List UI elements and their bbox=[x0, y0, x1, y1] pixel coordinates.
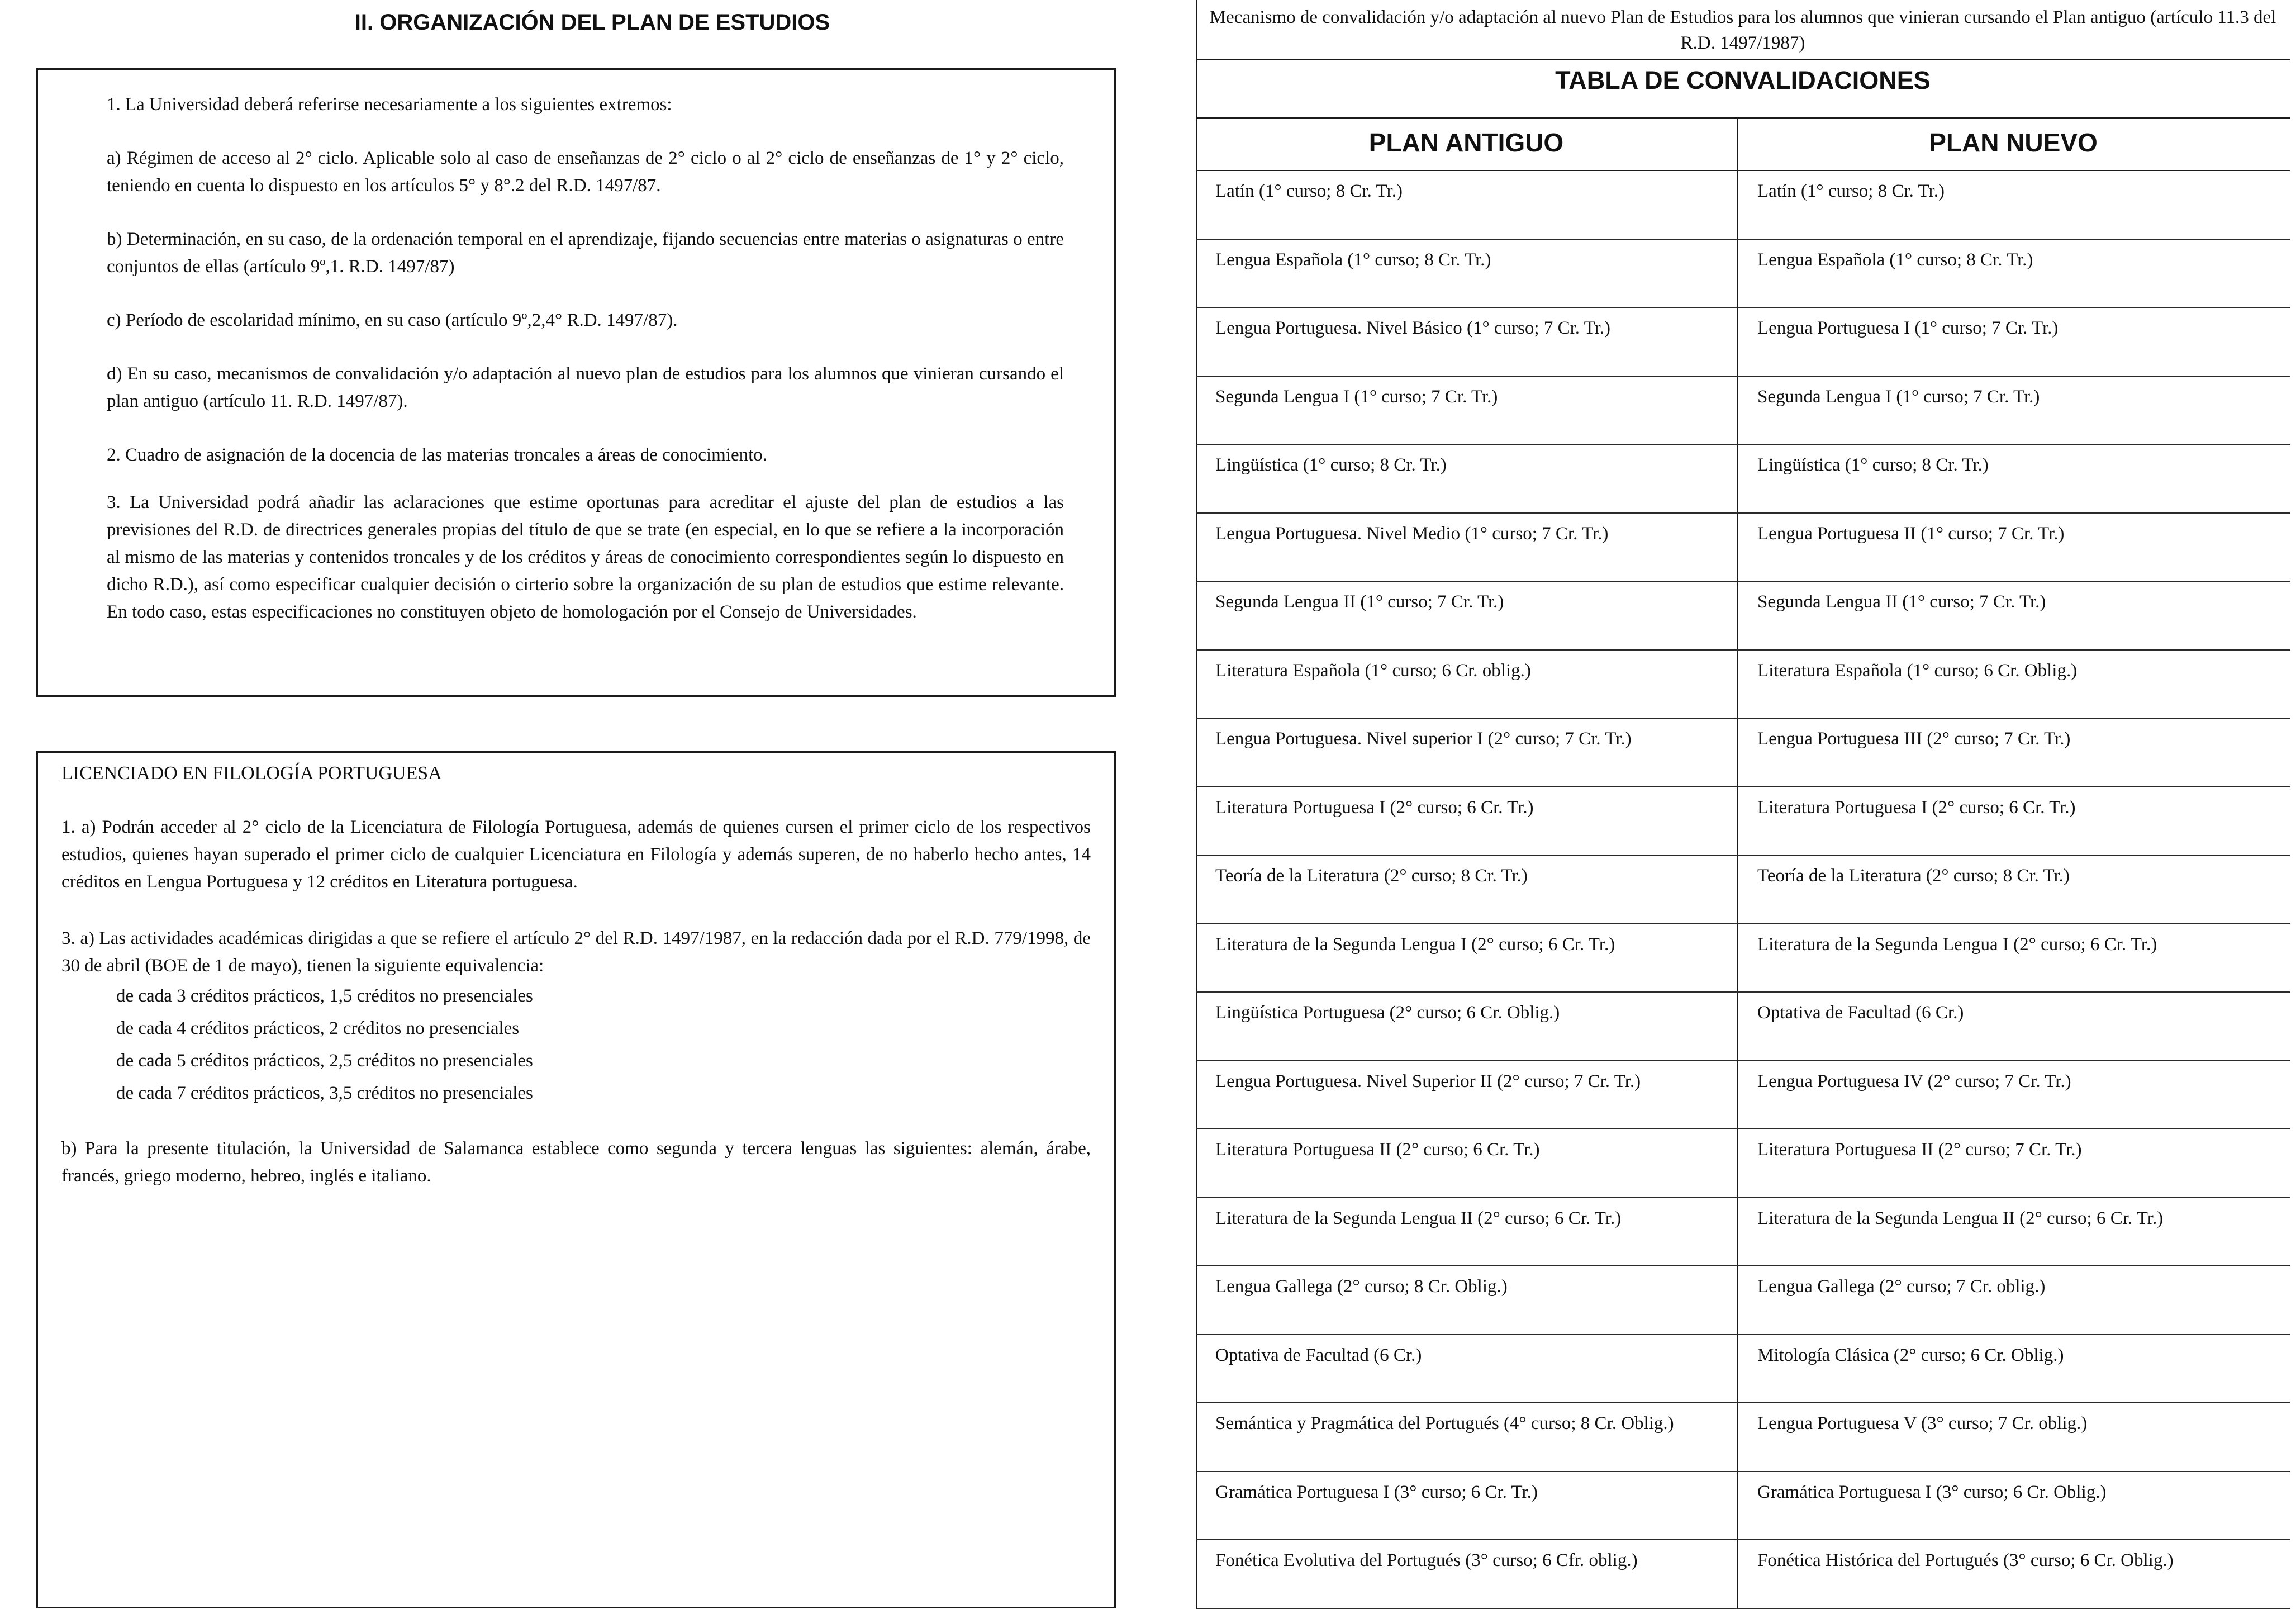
cell-old-plan: Literatura de la Segunda Lengua I (2° curso; 6 Cr. Tr.) bbox=[1215, 934, 1615, 955]
cell-new-plan: Segunda Lengua I (1° curso; 7 Cr. Tr.) bbox=[1757, 386, 2040, 407]
equivalence-item: de cada 5 créditos prácticos, 2,5 créditos no presenciales bbox=[116, 1051, 533, 1071]
paragraph: 3. La Universidad podrá añadir las aclaraciones que estime oportunas para acreditar el ajuste del plan de estudios a las previsiones del R.D. de directrices generales propias del título de que se trate (en especial, en lo que se refiere a la incorporación al mismo de las materias y contenidos troncales y de los créditos y áreas de conocimiento correspondientes según lo dispuesto en dicho R.D.), así como especificar cualquier decisión o cirterio sobre la organización de su plan de estudios que estime relevante. En todo caso, estas especificaciones no constituyen objeto de homologación por el Consejo de Universidades. bbox=[107, 492, 1064, 622]
column-header-new: PLAN NUEVO bbox=[1929, 128, 2098, 157]
cell-old-plan: Segunda Lengua I (1° curso; 7 Cr. Tr.) bbox=[1215, 386, 1498, 407]
equivalence-list bbox=[61, 980, 1091, 1109]
table-row bbox=[1196, 993, 2290, 1061]
table-row bbox=[1196, 582, 2290, 651]
table-row bbox=[1196, 308, 2290, 377]
cell-new-plan: Lengua Portuguesa IV (2° curso; 7 Cr. Tr.) bbox=[1757, 1071, 2071, 1091]
cell-new-plan: Literatura Portuguesa I (2° curso; 6 Cr. Tr.) bbox=[1757, 797, 2076, 818]
table-row bbox=[1196, 514, 2290, 582]
cell-new-plan: Lengua Gallega (2° curso; 7 Cr. oblig.) bbox=[1757, 1276, 2046, 1297]
cell-old-plan: Lengua Portuguesa. Nivel Medio (1° curso; 7 Cr. Tr.) bbox=[1215, 523, 1609, 544]
cell-old-plan: Segunda Lengua II (1° curso; 7 Cr. Tr.) bbox=[1215, 592, 1504, 612]
table-row bbox=[1196, 1266, 2290, 1335]
cell-new-plan: Gramática Portuguesa I (3° curso; 6 Cr. Oblig.) bbox=[1757, 1482, 2107, 1502]
cell-old-plan: Fonética Evolutiva del Portugués (3° curso; 6 Cfr. oblig.) bbox=[1215, 1550, 1638, 1570]
cell-old-plan: Lingüística Portuguesa (2° curso; 6 Cr. Oblig.) bbox=[1215, 1003, 1560, 1023]
table-row bbox=[1196, 1198, 2290, 1267]
cell-new-plan: Lengua Portuguesa I (1° curso; 7 Cr. Tr.) bbox=[1757, 318, 2059, 338]
cell-old-plan: Lengua Gallega (2° curso; 8 Cr. Oblig.) bbox=[1215, 1276, 1508, 1297]
cell-new-plan: Lengua Española (1° curso; 8 Cr. Tr.) bbox=[1757, 249, 2033, 270]
table-row bbox=[1196, 1472, 2290, 1541]
cell-old-plan: Lengua Portuguesa. Nivel Superior II (2° curso; 7 Cr. Tr.) bbox=[1215, 1071, 1641, 1091]
section-heading: II. ORGANIZACIÓN DEL PLAN DE ESTUDIOS bbox=[354, 10, 830, 35]
cell-old-plan: Lengua Portuguesa. Nivel Básico (1° curso; 7 Cr. Tr.) bbox=[1215, 318, 1611, 338]
cell-new-plan: Lengua Portuguesa V (3° curso; 7 Cr. oblig.) bbox=[1757, 1413, 2088, 1434]
cell-new-plan: Teoría de la Literatura (2° curso; 8 Cr. Tr.) bbox=[1757, 866, 2070, 886]
table-row bbox=[1196, 171, 2290, 240]
cell-new-plan: Lingüística (1° curso; 8 Cr. Tr.) bbox=[1757, 455, 1989, 475]
paragraph: 1. a) Podrán acceder al 2° ciclo de la Licenciatura de Filología Portuguesa, además de quienes cursen el primer ciclo de los respectivos estudios, quienes hayan superado el primer ciclo de cualquier Licenciatura en Filología y además superen, de no haberlo hecho antes, 14 créditos en Lengua Portuguesa y 12 créditos en Literatura portuguesa. bbox=[61, 817, 1091, 892]
cell-old-plan: Literatura Española (1° curso; 6 Cr. oblig.) bbox=[1215, 660, 1531, 681]
table-row bbox=[1196, 651, 2290, 719]
cell-old-plan: Lengua Española (1° curso; 8 Cr. Tr.) bbox=[1215, 249, 1491, 270]
table-row bbox=[1196, 1061, 2290, 1130]
table-row bbox=[1196, 1403, 2290, 1472]
cell-old-plan: Gramática Portuguesa I (3° curso; 6 Cr. Tr.) bbox=[1215, 1482, 1538, 1502]
cell-new-plan: Lengua Portuguesa III (2° curso; 7 Cr. Tr.) bbox=[1757, 729, 2071, 749]
cell-new-plan: Literatura de la Segunda Lengua II (2° curso; 6 Cr. Tr.) bbox=[1757, 1208, 2164, 1228]
cell-old-plan: Teoría de la Literatura (2° curso; 8 Cr. Tr.) bbox=[1215, 866, 1528, 886]
equivalence-item: de cada 4 créditos prácticos, 2 créditos no presenciales bbox=[116, 1018, 520, 1038]
cell-old-plan: Lengua Portuguesa. Nivel superior I (2° curso; 7 Cr. Tr.) bbox=[1215, 729, 1632, 749]
paragraph: d) En su caso, mecanismos de convalidación y/o adaptación al nuevo plan de estudios para los alumnos que vinieran cursando el plan antiguo (artículo 11. R.D. 1497/87). bbox=[107, 364, 1064, 411]
convalidation-table bbox=[1196, 0, 2290, 1609]
table-row bbox=[1196, 1129, 2290, 1198]
cell-old-plan: Latín (1° curso; 8 Cr. Tr.) bbox=[1215, 181, 1403, 201]
table-row bbox=[1196, 924, 2290, 993]
paragraph: 2. Cuadro de asignación de la docencia de las materias troncales a áreas de conocimiento. bbox=[107, 445, 768, 465]
cell-old-plan: Literatura Portuguesa II (2° curso; 6 Cr. Tr.) bbox=[1215, 1140, 1540, 1160]
paragraph: 1. La Universidad deberá referirse necesariamente a los siguientes extremos: bbox=[107, 94, 672, 115]
paragraph: b) Determinación, en su caso, de la ordenación temporal en el aprendizaje, fijando secuencias entre materias o asignaturas o entre conjuntos de ellas (artículo 9º,1. R.D. 1497/87) bbox=[107, 229, 1064, 277]
table-body bbox=[1196, 171, 2290, 1609]
paragraph: c) Período de escolaridad mínimo, en su caso (artículo 9º,2,4° R.D. 1497/87). bbox=[107, 310, 678, 330]
table-row bbox=[1196, 856, 2290, 924]
table-row bbox=[1196, 787, 2290, 856]
cell-new-plan: Segunda Lengua II (1° curso; 7 Cr. Tr.) bbox=[1757, 592, 2046, 612]
table-row bbox=[1196, 1540, 2290, 1609]
table-row bbox=[1196, 1335, 2290, 1404]
cell-old-plan: Semántica y Pragmática del Portugués (4° curso; 8 Cr. Oblig.) bbox=[1215, 1413, 1674, 1434]
cell-new-plan: Mitología Clásica (2° curso; 6 Cr. Oblig.) bbox=[1757, 1345, 2064, 1365]
cell-new-plan: Literatura Española (1° curso; 6 Cr. Oblig.) bbox=[1757, 660, 2078, 681]
cell-new-plan: Optativa de Facultad (6 Cr.) bbox=[1757, 1003, 1964, 1023]
table-rule bbox=[1196, 59, 2290, 60]
table-title: TABLA DE CONVALIDACIONES bbox=[1555, 66, 1931, 94]
table-row bbox=[1196, 240, 2290, 308]
column-header-old: PLAN ANTIGUO bbox=[1368, 128, 1564, 157]
cell-new-plan: Lengua Portuguesa II (1° curso; 7 Cr. Tr.) bbox=[1757, 523, 2065, 544]
cell-new-plan: Fonética Histórica del Portugués (3° curso; 6 Cr. Oblig.) bbox=[1757, 1550, 2174, 1570]
cell-old-plan: Literatura de la Segunda Lengua II (2° curso; 6 Cr. Tr.) bbox=[1215, 1208, 1622, 1228]
paragraph: a) Régimen de acceso al 2° ciclo. Aplicable solo al caso de enseñanzas de 2° ciclo o al 2° ciclo de enseñanzas de 1° y 2° ciclo, teniendo en cuenta lo dispuesto en los artículos 5° y 8°.2 del R.D. 1497/87. bbox=[107, 148, 1064, 196]
table-row bbox=[1196, 377, 2290, 445]
paragraph: 3. a) Las actividades académicas dirigidas a que se refiere el artículo 2° del R.D. 1497/1987, en la redacción dada por el R.D. 779/1998, de 30 de abril (BOE de 1 de mayo), tienen la siguiente equivalencia: bbox=[61, 928, 1091, 976]
degree-title: LICENCIADO EN FILOLOGÍA PORTUGUESA bbox=[61, 763, 442, 784]
degree-box bbox=[36, 751, 1116, 1608]
equivalence-item: de cada 7 créditos prácticos, 3,5 créditos no presenciales bbox=[116, 1083, 533, 1103]
cell-old-plan: Optativa de Facultad (6 Cr.) bbox=[1215, 1345, 1422, 1365]
cell-old-plan: Literatura Portuguesa I (2° curso; 6 Cr. Tr.) bbox=[1215, 797, 1534, 818]
table-row bbox=[1196, 445, 2290, 514]
cell-old-plan: Lingüística (1° curso; 8 Cr. Tr.) bbox=[1215, 455, 1447, 475]
mechanism-caption: Mecanismo de convalidación y/o adaptación al nuevo Plan de Estudios para los alumnos que vinieran cursando el Plan antiguo (artículo 11.3 del R.D. 1497/1987) bbox=[1209, 7, 2276, 53]
table-rule bbox=[1196, 117, 2290, 119]
paragraph: b) Para la presente titulación, la Universidad de Salamanca establece como segunda y tercera lenguas las siguientes: alemán, árabe, francés, griego moderno, hebreo, inglés e italiano. bbox=[61, 1138, 1091, 1186]
cell-new-plan: Literatura Portuguesa II (2° curso; 7 Cr. Tr.) bbox=[1757, 1140, 2082, 1160]
equivalence-item: de cada 3 créditos prácticos, 1,5 créditos no presenciales bbox=[116, 986, 533, 1006]
table-row bbox=[1196, 719, 2290, 787]
cell-new-plan: Latín (1° curso; 8 Cr. Tr.) bbox=[1757, 181, 1945, 201]
requirements-box bbox=[36, 68, 1116, 697]
cell-new-plan: Literatura de la Segunda Lengua I (2° curso; 6 Cr. Tr.) bbox=[1757, 934, 2157, 955]
